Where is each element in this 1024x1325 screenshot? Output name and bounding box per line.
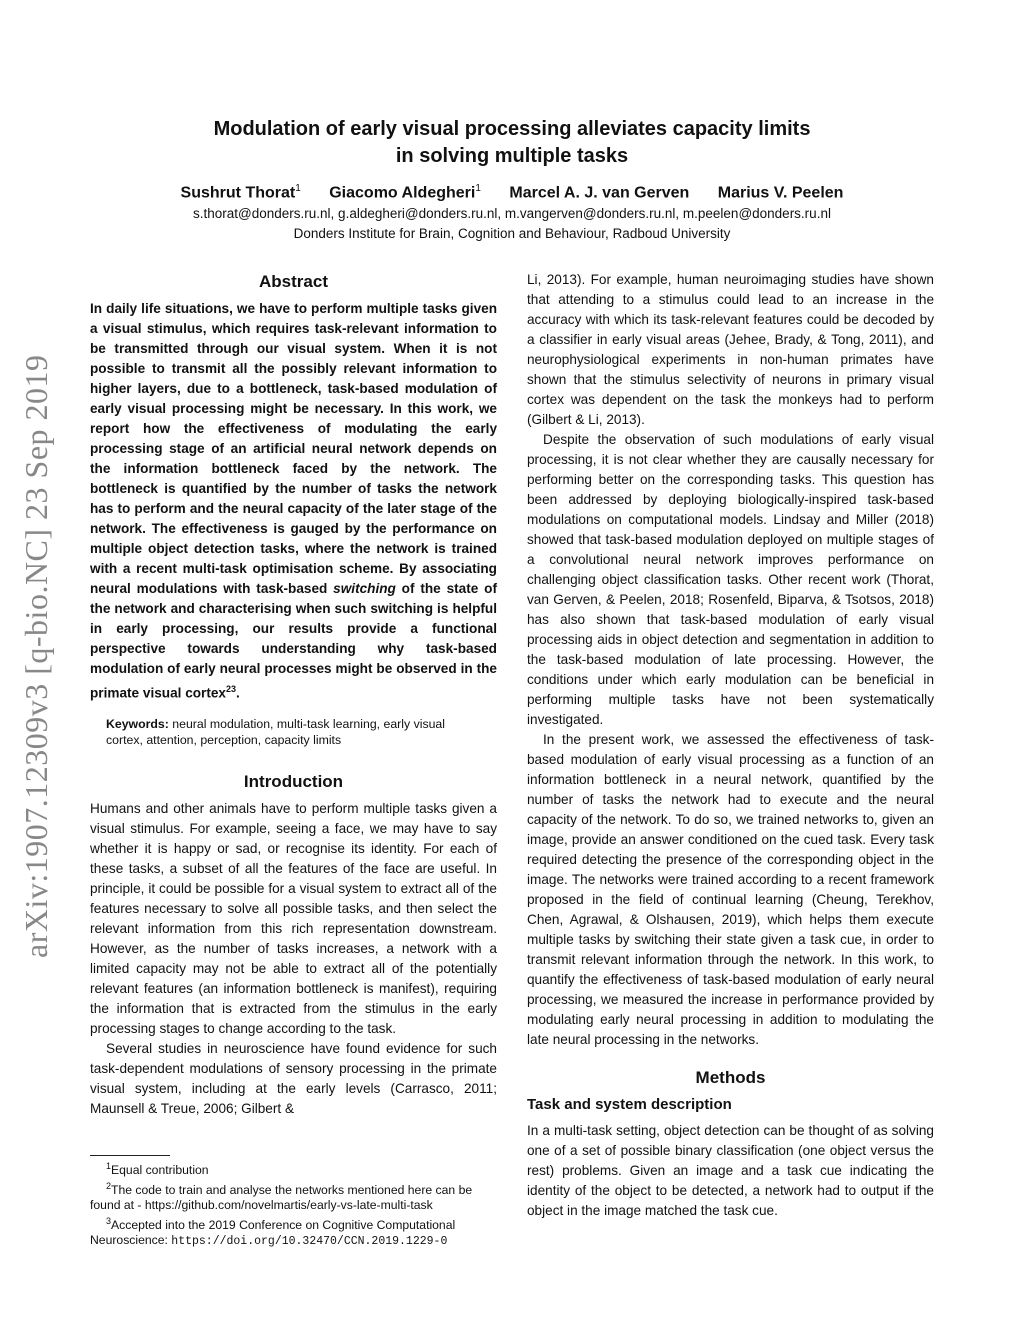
arxiv-identifier-stamp[interactable]: arXiv:1907.12309v3 [q-bio.NC] 23 Sep 2019: [18, 354, 54, 958]
footnote-3: $^3$Accepted into the 2019 Conference on Cognitive Computational Neuroscience: https://doi.org/10.32470/CCN.2019.1229-0: [90, 1215, 456, 1249]
intro-paragraph-1: Humans and other animals have to perform multiple tasks given a visual stimulus. For example, seeing a face, we may have to say whether it is happy or sad, or recognise its identity. For each of these tasks, a subset of all the features of the face are useful. In principle, it could be possible for a visual system to extract all of the features necessary to solve all possible tasks, and then select the relevant information from this rich representation downstream. However, as the number of tasks increases, a network with a limited capacity may not be able to extract all of the potentially relevant features (an information bottleneck is manifest), requiring the information that is extracted from the stimulus in the early processing stages to change according to the task.: [90, 800, 497, 1036]
affiliation: Donders Institute for Brain, Cognition and Behaviour, Radboud University: [293, 226, 731, 241]
methods-paragraph-1: In a multi-task setting, object detection can be thought of as solving one of a set of possible binary classification (one object versus the rest) problems. Given an image and a task cue indicating the identity of the object to be detected, a network had to output if the object in the image matched the task cue.: [527, 1123, 934, 1218]
footnote-1: $^1$Equal contribution: [106, 1161, 209, 1178]
paper-title: [100, 116, 924, 170]
author: Marius V. Peelen: [717, 184, 844, 202]
title-line-1: Modulation of early visual processing alleviates capacity limits: [213, 118, 811, 140]
footnotes: [90, 1155, 500, 1250]
left-column: [90, 270, 497, 1119]
footnote-2[interactable]: $^2$The code to train and analyse the networks mentioned here can be found at - https://github.com/novelmartis/early-vs-late-multi-task: [90, 1180, 473, 1213]
abstract-heading: Abstract: [259, 272, 328, 291]
introduction-heading: Introduction: [243, 771, 344, 791]
intro-paragraph-2: Several studies in neuroscience have found evidence for such task-dependent modulations of sensory processing in the primate visual system, including at the early levels (Carrasco, 2011; Maunsell & Treue, 2006; Gilbert &: [90, 1040, 497, 1116]
doi-link[interactable]: https://doi.org/10.32470/CCN.2019.1229-0: [171, 1235, 448, 1249]
author-list: [100, 183, 924, 202]
paragraph-continued: Li, 2013). For example, human neuroimaging studies have shown that attending to a stimulus could lead to an increase in the accuracy with which its task-relevant features could be decoded by a classifier in early visual areas (Jehee, Brady, & Tong, 2011), and neurophysiological experiments in non-human primates have shown that the stimulus selectivity of neurons in primary visual cortex was dependent on the task the monkeys had to perform (Gilbert & Li, 2013).: [527, 272, 934, 427]
title-line-2: in solving multiple tasks: [395, 145, 629, 167]
author: Giacomo Aldegheri$^1$: [329, 183, 481, 202]
paragraph-4: In the present work, we assessed the effectiveness of task-based modulation of early visual processing as a function of an information bottleneck in a neural network, quantified by the number of tasks the network had to execute and the neural capacity of the network. To do so, we trained networks to, given an image, provide an answer conditioned on the cued task. Every task required detecting the presence of the corresponding object in the image. The networks were trained according to a recent framework proposed in the field of continual learning (Cheung, Terekhov, Chen, Agrawal, & Olshausen, 2019), which helps them execute multiple tasks by switching their state given a task cue, in order to transmit relevant information through the network. In this work, to quantify the effectiveness of task-based modulation of early neural processing, we measured the increase in performance provided by modulating early neural processing in addition to modulating the late neural processing in the networks.: [527, 732, 934, 1047]
methods-heading: Methods: [695, 1068, 766, 1087]
author: Sushrut Thorat$^1$: [180, 183, 301, 202]
task-system-subheading: Task and system description: [527, 1096, 732, 1113]
author-emails[interactable]: s.thorat@donders.ru.nl, g.aldegheri@donders.ru.nl, m.vangerven@donders.ru.nl, m.peelen@donders.ru.nl: [193, 206, 831, 221]
paragraph-3: Despite the observation of such modulations of early visual processing, it is not clear whether they are causally necessary for performing better on the corresponding tasks. This question has been addressed by deploying biologically-inspired task-based modulations on computational models. Lindsay and Miller (2018) showed that task-based modulation deployed on multiple stages of a convolutional neural network improves performance on challenging object classification tasks. Other recent work (Thorat, van Gerven, & Peelen, 2018; Rosenfeld, Biparva, & Tsotsos, 2018) has also shown that task-based modulation of early visual processing aids in object detection and segmentation in addition to the task-based modulation of late processing. However, the conditions under which early modulation can be beneficial in performing multiple tasks have not been systematically investigated.: [527, 432, 934, 727]
right-column: [527, 270, 934, 1221]
author: Marcel A. J. van Gerven: [509, 184, 690, 202]
abstract-body: In daily life situations, we have to perform multiple tasks given a visual stimulus, which requires task-relevant information to be transmitted through our visual system. When it is not possible to transmit all the possibly relevant information to higher layers, due to a bottleneck, task-based modulation of early visual processing might be necessary. In this work, we report how the effectiveness of modulating the early processing stage of an artificial neural network depends on the information bottleneck faced by the network. The bottleneck is quantified by the number of tasks the network has to perform and the neural capacity of the later stage of the network. The effectiveness is gauged by the performance on multiple object detection tasks, where the network is trained with a recent multi-task optimisation scheme. By associating neural modulations with task-based switching of the state of the network and characterising when such switching is helpful in early processing, our results provide a functional perspective towards understanding why task-based modulation of early neural processes might be observed in the primate visual cortex$^{23}$.: [90, 301, 497, 701]
footnote-rule: [90, 1155, 170, 1156]
keywords: Keywords: neural modulation, multi-task learning, early visual cortex, attention, perception, capacity limits: [106, 716, 446, 747]
